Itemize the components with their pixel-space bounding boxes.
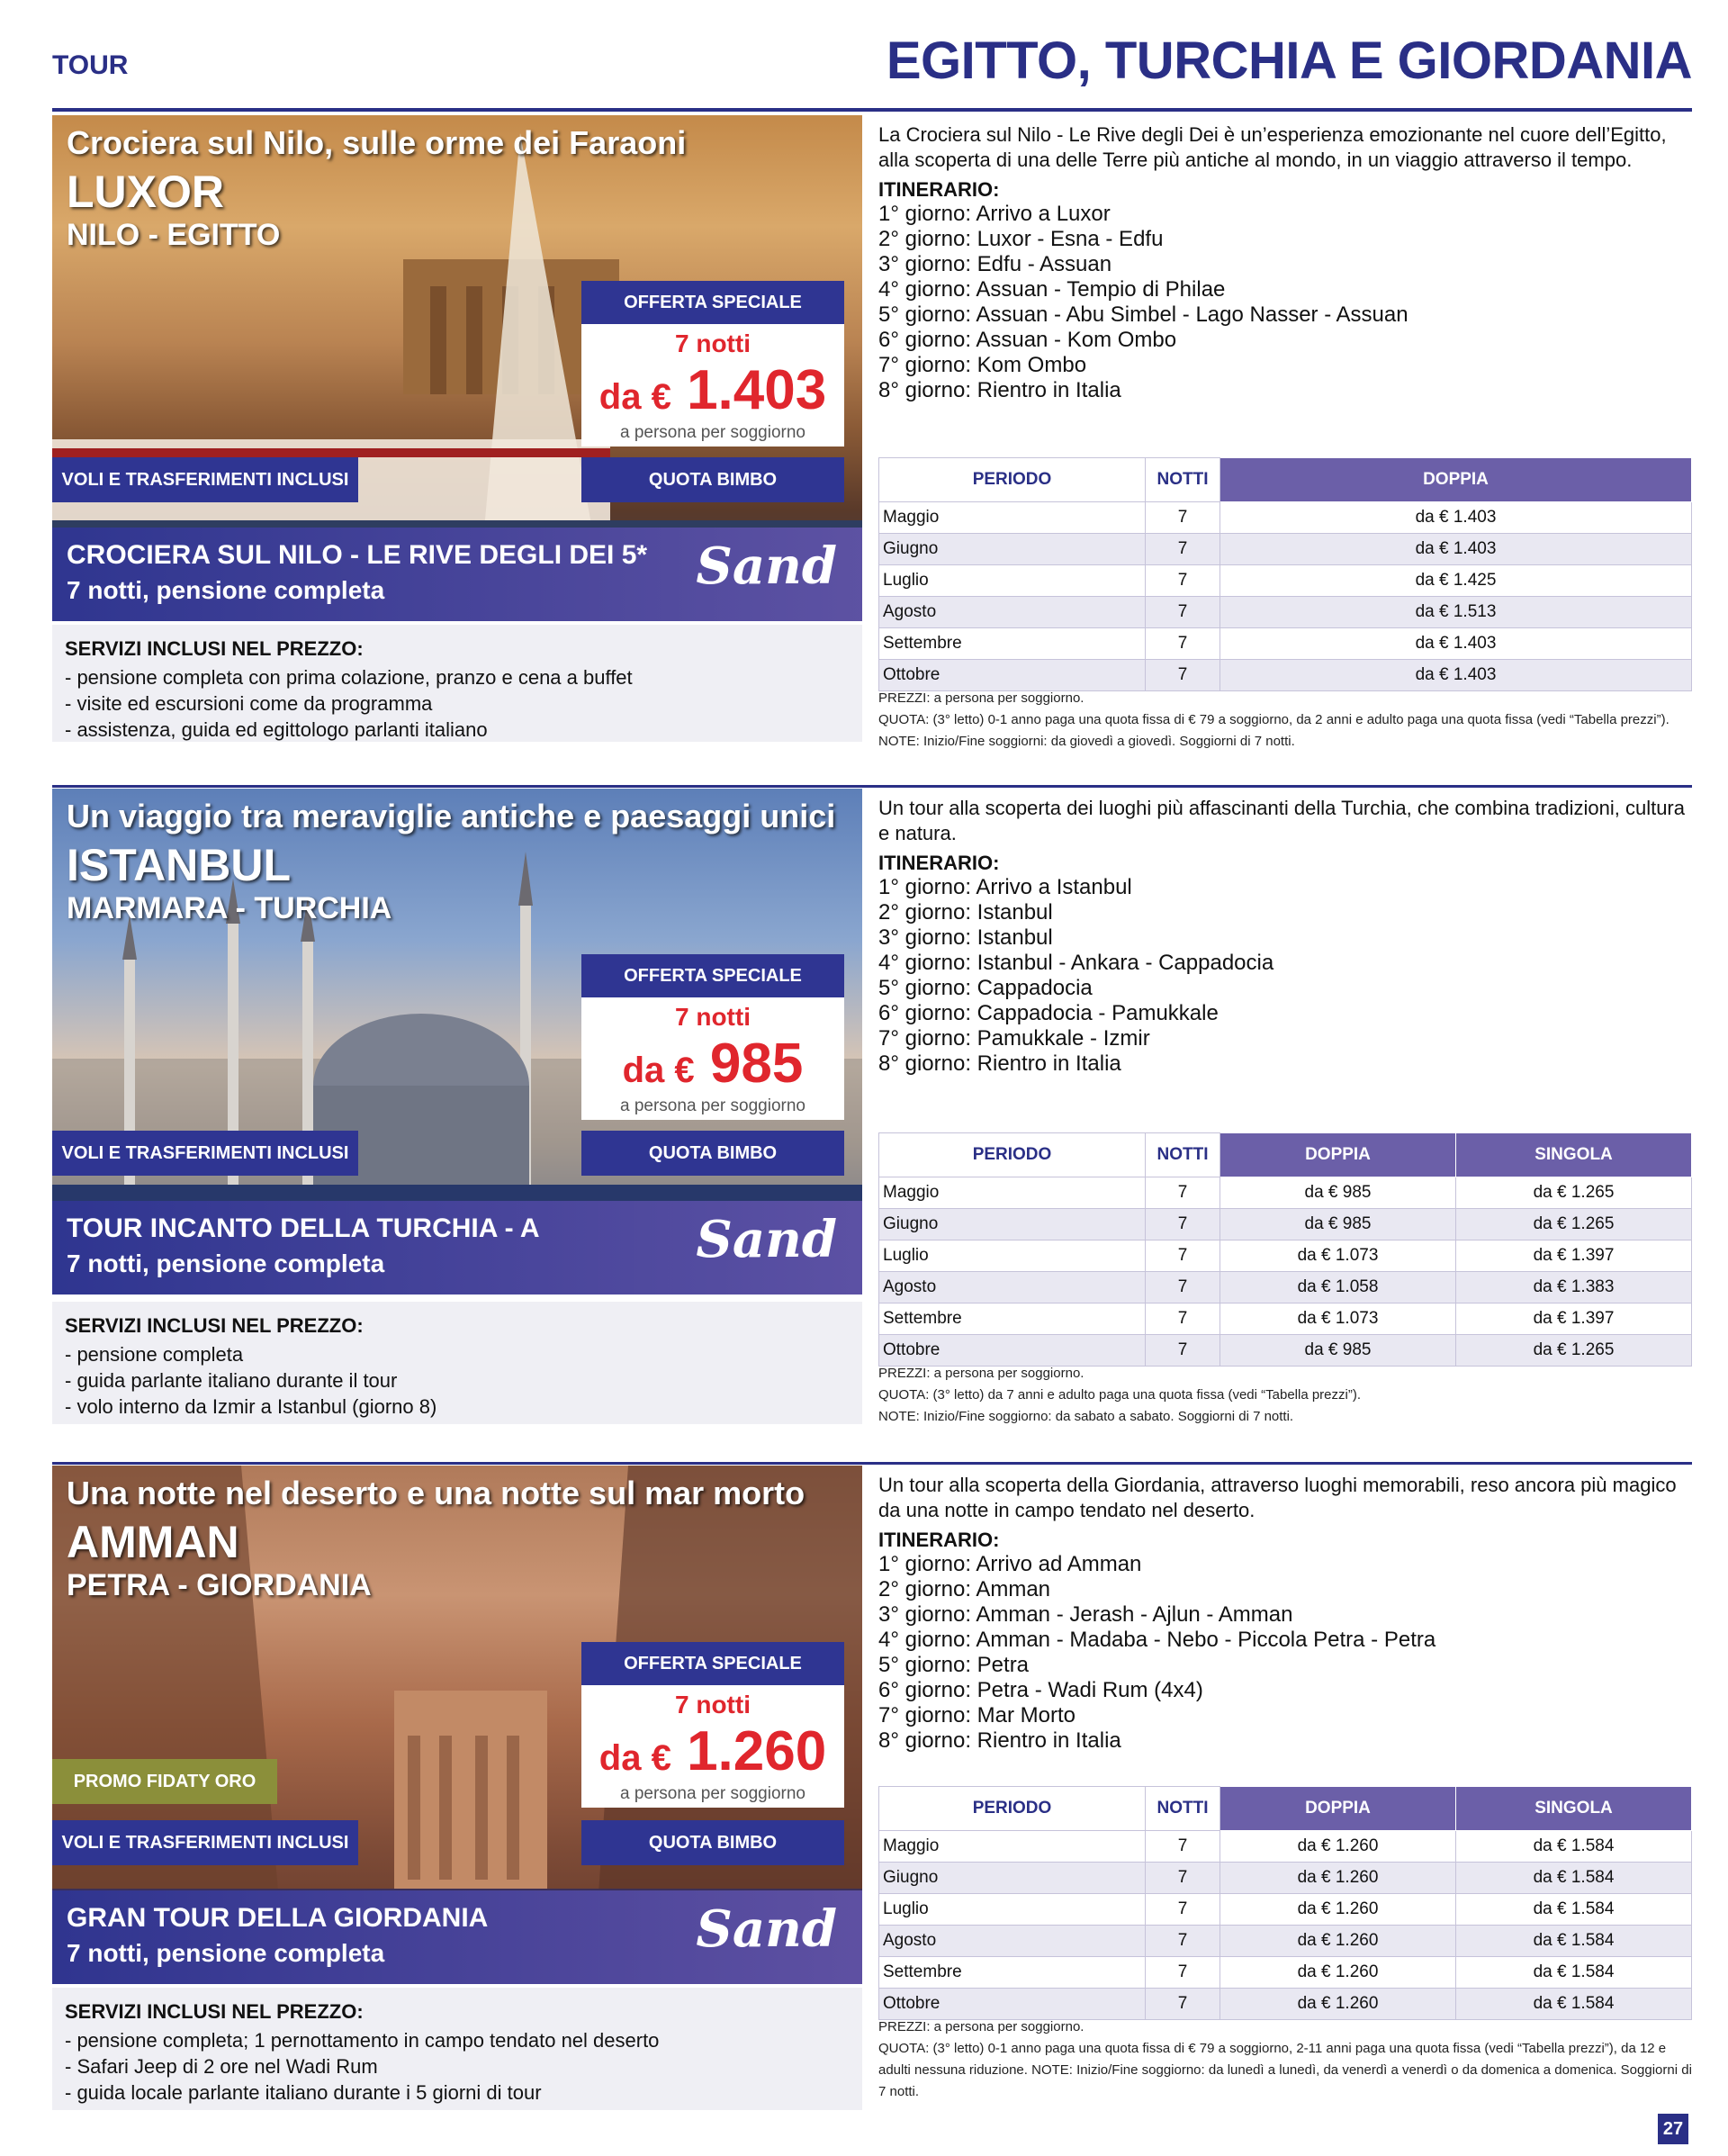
cell-doppia: da € 1.073 xyxy=(1220,1240,1456,1272)
col-periodo: PERIODO xyxy=(879,458,1146,502)
tour-hero-istanbul xyxy=(52,789,862,1295)
cell-nights: 7 xyxy=(1146,1926,1220,1957)
cell-nights: 7 xyxy=(1146,1957,1220,1989)
table-row xyxy=(879,1272,1692,1304)
cell-month: Maggio xyxy=(879,1831,1146,1863)
offer-nights: 7 notti xyxy=(675,329,751,357)
sand-logo: Sand xyxy=(696,537,837,596)
offer-nights: 7 notti xyxy=(675,1691,751,1718)
tour-description xyxy=(878,1473,1692,1754)
cell-month: Agosto xyxy=(879,597,1146,628)
cell-doppia: da € 1.513 xyxy=(1220,597,1692,628)
cell-singola: da € 1.584 xyxy=(1456,1989,1692,2020)
note-line: NOTE: Inizio/Fine soggiorno: da sabato a sabato. Soggiorni di 7 notti. xyxy=(878,1409,1294,1424)
cell-doppia: da € 1.403 xyxy=(1220,628,1692,660)
table-row xyxy=(879,1335,1692,1367)
services-heading: SERVIZI INCLUSI NEL PREZZO: xyxy=(65,637,364,660)
sand-logo: Sand xyxy=(696,1899,837,1959)
flights-included-badge: VOLI E TRASFERIMENTI INCLUSI xyxy=(52,457,358,502)
page-title: EGITTO, TURCHIA E GIORDANIA xyxy=(886,32,1692,90)
itinerary-heading: ITINERARIO: xyxy=(878,852,1000,874)
flights-included-badge: VOLI E TRASFERIMENTI INCLUSI xyxy=(52,1131,358,1176)
itinerary-day: 2° giorno: Istanbul xyxy=(878,900,1053,925)
product-name: CROCIERA SUL NILO - LE RIVE DEGLI DEI 5* xyxy=(67,540,648,570)
service-item: - pensione completa con prima colazione, pranzo e cena a buffet xyxy=(65,666,633,689)
itinerary-day: 7° giorno: Pamukkale - Izmir xyxy=(878,1026,1150,1051)
offer-label: OFFERTA SPECIALE xyxy=(581,281,844,324)
price-table xyxy=(878,457,1692,691)
offer-price xyxy=(581,1719,844,1783)
cell-month: Agosto xyxy=(879,1926,1146,1957)
tour-block-istanbul xyxy=(52,785,1692,1451)
itinerary-day: 1° giorno: Arrivo a Luxor xyxy=(878,202,1111,226)
itinerary-day: 8° giorno: Rientro in Italia xyxy=(878,1728,1121,1753)
included-services xyxy=(52,1302,862,1424)
cell-month: Luglio xyxy=(879,1240,1146,1272)
note-line: PREZZI: a persona per soggiorno. xyxy=(878,1366,1084,1381)
cell-nights: 7 xyxy=(1146,1335,1220,1367)
cell-singola: da € 1.265 xyxy=(1456,1335,1692,1367)
itinerary-day: 6° giorno: Cappadocia - Pamukkale xyxy=(878,1001,1219,1025)
itinerary-heading: ITINERARIO: xyxy=(878,1529,1000,1551)
itinerary-day: 6° giorno: Petra - Wadi Rum (4x4) xyxy=(878,1678,1203,1702)
cell-nights: 7 xyxy=(1146,628,1220,660)
service-item: - visite ed escursioni come da programma xyxy=(65,692,433,715)
cell-doppia: da € 985 xyxy=(1220,1177,1456,1209)
itinerary-list xyxy=(878,875,1692,1077)
itinerary-day: 4° giorno: Amman - Madaba - Nebo - Piccola Petra - Petra xyxy=(878,1628,1436,1652)
note-line: QUOTA: (3° letto) 0-1 anno paga una quota fissa di € 79 a soggiorno, da 2 anni e adulto paga una quota fissa (vedi “Tabella prezzi”). NOTE: Inizio/Fine soggiorni: da giovedì a giovedì. Soggiorni di 7 notti. xyxy=(878,712,1670,749)
cell-doppia: da € 985 xyxy=(1220,1209,1456,1240)
product-band xyxy=(52,1201,862,1295)
itinerary-day: 7° giorno: Mar Morto xyxy=(878,1703,1076,1728)
price-notes xyxy=(878,2016,1692,2103)
itinerary-day: 3° giorno: Istanbul xyxy=(878,925,1053,950)
table-row xyxy=(879,1177,1692,1209)
cell-doppia: da € 1.403 xyxy=(1220,534,1692,565)
services-list xyxy=(65,2027,659,2106)
itinerary-heading: ITINERARIO: xyxy=(878,178,1000,201)
cell-month: Agosto xyxy=(879,1272,1146,1304)
col-singola: SINGOLA xyxy=(1456,1787,1692,1831)
offer-per-person: a persona per soggiorno xyxy=(620,423,806,442)
itinerary-day: 6° giorno: Assuan - Kom Ombo xyxy=(878,328,1177,352)
tour-hero-luxor xyxy=(52,115,862,621)
block-divider xyxy=(52,1462,1692,1465)
cell-nights: 7 xyxy=(1146,502,1220,534)
col-doppia: DOPPIA xyxy=(1220,1787,1456,1831)
special-offer-box xyxy=(581,954,844,1120)
tour-intro: Un tour alla scoperta dei luoghi più affascinanti della Turchia, che combina tradizioni, cultura e natura. xyxy=(878,797,1685,844)
note-line: QUOTA: (3° letto) da 7 anni e adulto paga una quota fissa (vedi “Tabella prezzi”). xyxy=(878,1387,1362,1403)
tour-tagline: Una notte nel deserto e una notte sul mar morto xyxy=(67,1475,806,1511)
cell-doppia: da € 1.403 xyxy=(1220,502,1692,534)
cell-month: Settembre xyxy=(879,628,1146,660)
note-line: PREZZI: a persona per soggiorno. xyxy=(878,2019,1084,2034)
cell-singola: da € 1.383 xyxy=(1456,1272,1692,1304)
cell-month: Settembre xyxy=(879,1957,1146,1989)
cell-singola: da € 1.397 xyxy=(1456,1240,1692,1272)
cell-nights: 7 xyxy=(1146,1209,1220,1240)
note-line: PREZZI: a persona per soggiorno. xyxy=(878,690,1084,706)
cell-doppia: da € 985 xyxy=(1220,1335,1456,1367)
services-list xyxy=(65,664,633,743)
cell-month: Giugno xyxy=(879,534,1146,565)
cell-month: Luglio xyxy=(879,1894,1146,1926)
table-row xyxy=(879,1926,1692,1957)
cell-singola: da € 1.265 xyxy=(1456,1209,1692,1240)
itinerary-day: 5° giorno: Petra xyxy=(878,1653,1030,1677)
cell-doppia: da € 1.260 xyxy=(1220,1926,1456,1957)
cell-singola: da € 1.584 xyxy=(1456,1863,1692,1894)
price-table xyxy=(878,1786,1692,2020)
cell-doppia: da € 1.260 xyxy=(1220,1894,1456,1926)
sand-logo: Sand xyxy=(696,1210,837,1269)
service-item: - guida parlante italiano durante il tour xyxy=(65,1369,398,1392)
itinerary-day: 8° giorno: Rientro in Italia xyxy=(878,378,1121,402)
table-row xyxy=(879,565,1692,597)
table-row xyxy=(879,502,1692,534)
table-row xyxy=(879,1304,1692,1335)
tour-block-luxor xyxy=(52,112,1692,769)
promo-badge: PROMO FIDATY ORO xyxy=(52,1759,277,1804)
itinerary-day: 3° giorno: Edfu - Assuan xyxy=(878,252,1112,276)
cell-nights: 7 xyxy=(1146,1989,1220,2020)
price-prefix: da € xyxy=(598,1738,671,1778)
tour-region: MARMARA - TURCHIA xyxy=(67,891,392,925)
block-divider xyxy=(52,785,1692,788)
cell-nights: 7 xyxy=(1146,1894,1220,1926)
cell-doppia: da € 1.058 xyxy=(1220,1272,1456,1304)
special-offer-box xyxy=(581,1642,844,1808)
cell-nights: 7 xyxy=(1146,565,1220,597)
tour-description xyxy=(878,122,1692,403)
cell-doppia: da € 1.403 xyxy=(1220,660,1692,691)
tour-region: PETRA - GIORDANIA xyxy=(67,1568,372,1602)
service-item: - assistenza, guida ed egittologo parlanti italiano xyxy=(65,718,488,741)
cell-singola: da € 1.584 xyxy=(1456,1894,1692,1926)
price-prefix: da € xyxy=(622,1051,695,1090)
service-item: - Safari Jeep di 2 ore nel Wadi Rum xyxy=(65,2055,378,2078)
itinerary-day: 1° giorno: Arrivo ad Amman xyxy=(878,1552,1142,1576)
itinerary-day: 3° giorno: Amman - Jerash - Ajlun - Amman xyxy=(878,1602,1293,1627)
services-list xyxy=(65,1341,436,1420)
itinerary-day: 5° giorno: Cappadocia xyxy=(878,976,1093,1000)
col-doppia: DOPPIA xyxy=(1220,1133,1456,1177)
product-name: GRAN TOUR DELLA GIORDANIA xyxy=(67,1903,489,1933)
itinerary-day: 4° giorno: Istanbul - Ankara - Cappadocia xyxy=(878,951,1274,975)
itinerary-day: 8° giorno: Rientro in Italia xyxy=(878,1051,1121,1076)
cell-nights: 7 xyxy=(1146,1304,1220,1335)
offer-price xyxy=(581,1032,844,1096)
cell-singola: da € 1.584 xyxy=(1456,1957,1692,1989)
cell-singola: da € 1.265 xyxy=(1456,1177,1692,1209)
offer-per-person: a persona per soggiorno xyxy=(620,1096,806,1115)
tour-description xyxy=(878,796,1692,1077)
cell-nights: 7 xyxy=(1146,1177,1220,1209)
cell-month: Ottobre xyxy=(879,660,1146,691)
cell-doppia: da € 1.260 xyxy=(1220,1957,1456,1989)
offer-label: OFFERTA SPECIALE xyxy=(581,1642,844,1685)
tour-tagline: Un viaggio tra meraviglie antiche e paesaggi unici xyxy=(67,798,836,834)
cell-nights: 7 xyxy=(1146,1240,1220,1272)
table-row xyxy=(879,1209,1692,1240)
product-board: 7 notti, pensione completa xyxy=(67,576,385,604)
product-board: 7 notti, pensione completa xyxy=(67,1249,385,1277)
itinerary-day: 7° giorno: Kom Ombo xyxy=(878,353,1087,377)
product-band xyxy=(52,528,862,621)
price-amount: 985 xyxy=(709,1033,804,1095)
cell-doppia: da € 1.260 xyxy=(1220,1831,1456,1863)
col-singola: SINGOLA xyxy=(1456,1133,1692,1177)
itinerary-day: 2° giorno: Luxor - Esna - Edfu xyxy=(878,227,1164,251)
table-row xyxy=(879,1894,1692,1926)
col-notti: NOTTI xyxy=(1146,1787,1220,1831)
page-header xyxy=(52,27,1692,110)
col-periodo: PERIODO xyxy=(879,1133,1146,1177)
product-board: 7 notti, pensione completa xyxy=(67,1939,385,1967)
table-row xyxy=(879,1863,1692,1894)
cell-nights: 7 xyxy=(1146,1831,1220,1863)
cell-doppia: da € 1.073 xyxy=(1220,1304,1456,1335)
cell-nights: 7 xyxy=(1146,534,1220,565)
child-quota-badge: QUOTA BIMBO xyxy=(581,1820,844,1865)
table-row xyxy=(879,1831,1692,1863)
price-notes xyxy=(878,688,1692,753)
cell-month: Giugno xyxy=(879,1863,1146,1894)
cell-month: Settembre xyxy=(879,1304,1146,1335)
offer-price xyxy=(581,358,844,422)
tour-hero-amman xyxy=(52,1466,862,1984)
tour-tagline: Crociera sul Nilo, sulle orme dei Faraoni xyxy=(67,124,687,161)
table-row xyxy=(879,534,1692,565)
cell-doppia: da € 1.260 xyxy=(1220,1989,1456,2020)
service-item: - volo interno da Izmir a Istanbul (giorno 8) xyxy=(65,1395,437,1418)
itinerary-day: 4° giorno: Assuan - Tempio di Philae xyxy=(878,277,1226,302)
table-row xyxy=(879,660,1692,691)
cell-doppia: da € 1.425 xyxy=(1220,565,1692,597)
service-item: - guida locale parlante italiano durante i 5 giorni di tour xyxy=(65,2081,542,2104)
table-row xyxy=(879,597,1692,628)
offer-label: OFFERTA SPECIALE xyxy=(581,954,844,997)
cell-nights: 7 xyxy=(1146,1863,1220,1894)
tour-city: ISTANBUL xyxy=(67,840,292,890)
cell-nights: 7 xyxy=(1146,660,1220,691)
section-label: TOUR xyxy=(52,50,129,80)
services-heading: SERVIZI INCLUSI NEL PREZZO: xyxy=(65,2000,364,2023)
service-item: - pensione completa xyxy=(65,1343,244,1366)
price-amount: 1.260 xyxy=(687,1720,827,1782)
table-row xyxy=(879,1957,1692,1989)
cell-singola: da € 1.584 xyxy=(1456,1831,1692,1863)
flights-included-badge: VOLI E TRASFERIMENTI INCLUSI xyxy=(52,1820,358,1865)
special-offer-box xyxy=(581,281,844,447)
itinerary-list xyxy=(878,202,1692,403)
col-notti: NOTTI xyxy=(1146,1133,1220,1177)
service-item: - pensione completa; 1 pernottamento in campo tendato nel deserto xyxy=(65,2029,660,2052)
col-doppia: DOPPIA xyxy=(1220,458,1692,502)
price-prefix: da € xyxy=(598,377,671,417)
cell-month: Ottobre xyxy=(879,1335,1146,1367)
cell-month: Giugno xyxy=(879,1209,1146,1240)
tour-intro: Un tour alla scoperta della Giordania, attraverso luoghi memorabili, reso ancora più magico da una notte in campo tendato nel deserto. xyxy=(878,1474,1677,1521)
cell-nights: 7 xyxy=(1146,1272,1220,1304)
child-quota-badge: QUOTA BIMBO xyxy=(581,457,844,502)
col-notti: NOTTI xyxy=(1146,458,1220,502)
cell-month: Ottobre xyxy=(879,1989,1146,2020)
price-notes xyxy=(878,1363,1692,1428)
services-heading: SERVIZI INCLUSI NEL PREZZO: xyxy=(65,1314,364,1337)
itinerary-day: 5° giorno: Assuan - Abu Simbel - Lago Nasser - Assuan xyxy=(878,302,1408,327)
product-name: TOUR INCANTO DELLA TURCHIA - A xyxy=(67,1213,540,1243)
tour-intro: La Crociera sul Nilo - Le Rive degli Dei è un’esperienza emozionante nel cuore dell’Egitto, alla scoperta di una delle Terre più antiche al mondo, in un viaggio attraverso il tempo. xyxy=(878,123,1667,171)
table-row xyxy=(879,1240,1692,1272)
cell-month: Luglio xyxy=(879,565,1146,597)
table-row xyxy=(879,628,1692,660)
itinerary-day: 1° giorno: Arrivo a Istanbul xyxy=(878,875,1132,899)
cell-singola: da € 1.584 xyxy=(1456,1926,1692,1957)
col-periodo: PERIODO xyxy=(879,1787,1146,1831)
itinerary-day: 2° giorno: Amman xyxy=(878,1577,1051,1601)
tour-city: LUXOR xyxy=(67,167,224,217)
included-services xyxy=(52,1988,862,2110)
offer-per-person: a persona per soggiorno xyxy=(620,1784,806,1803)
tour-region: NILO - EGITTO xyxy=(67,218,281,252)
cell-month: Maggio xyxy=(879,1177,1146,1209)
price-amount: 1.403 xyxy=(687,359,827,421)
table-row xyxy=(879,1989,1692,2020)
included-services xyxy=(52,625,862,742)
child-quota-badge: QUOTA BIMBO xyxy=(581,1131,844,1176)
tour-city: AMMAN xyxy=(67,1517,239,1567)
product-band xyxy=(52,1890,862,1984)
offer-nights: 7 notti xyxy=(675,1003,751,1031)
cell-month: Maggio xyxy=(879,502,1146,534)
price-table xyxy=(878,1132,1692,1367)
cell-nights: 7 xyxy=(1146,597,1220,628)
tour-block-amman xyxy=(52,1462,1692,2128)
cell-singola: da € 1.397 xyxy=(1456,1304,1692,1335)
cell-doppia: da € 1.260 xyxy=(1220,1863,1456,1894)
page-number: 27 xyxy=(1658,2114,1688,2144)
note-line: QUOTA: (3° letto) 0-1 anno paga una quota fissa di € 79 a soggiorno, 2-11 anni paga una quota fissa (vedi “Tabella prezzi”), da 12 e adulti nessuna riduzione. NOTE: Inizio/Fine soggiorno: da lunedì a lunedì, da venerdì a venerdì o da domenica a domenica. Soggiorni di 7 notti. xyxy=(878,2041,1692,2099)
itinerary-list xyxy=(878,1552,1692,1754)
